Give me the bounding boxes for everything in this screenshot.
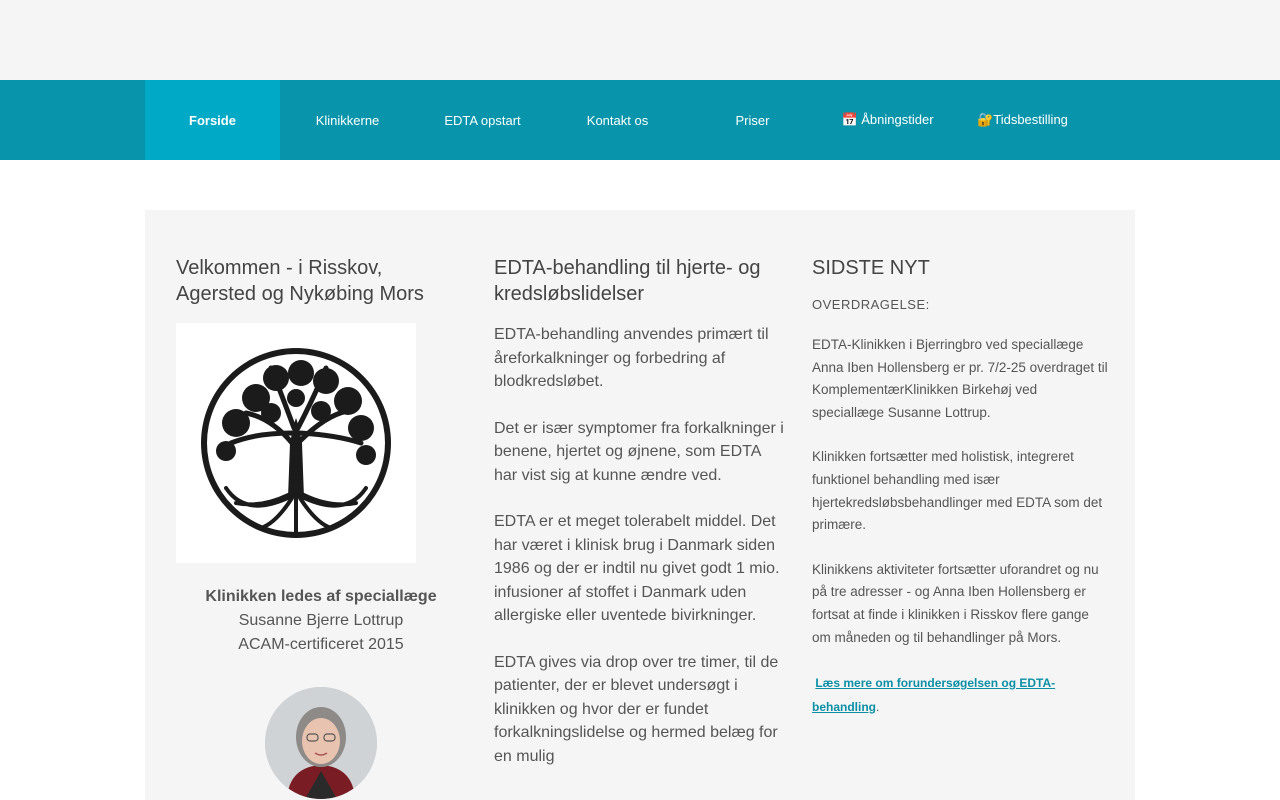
news-column xyxy=(812,255,1108,719)
clinic-lead-certificate: ACAM-certificeret 2015 xyxy=(238,636,404,653)
news-paragraph-1: EDTA-Klinikken i Bjerringbro ved speciallæge Anna Iben Hollensberg er pr. 7/2-25 overdraget til KomplementærKlinikken Birkehøj ved speciallæge Susanne Lottrup. xyxy=(812,337,1108,420)
top-bar xyxy=(0,0,1280,80)
nav-item-tidsbestilling[interactable]: 🔐Tidsbestilling xyxy=(977,112,1068,127)
main-content xyxy=(145,210,1135,800)
clinic-lead-heading: Klinikken ledes af speciallæge xyxy=(205,588,437,605)
nav-item-edta-opstart[interactable]: EDTA opstart xyxy=(444,112,521,128)
edta-column xyxy=(494,255,786,768)
clinic-lead-info xyxy=(176,585,466,657)
nav-item-priser[interactable]: Priser xyxy=(735,112,770,128)
nav-item-kontakt-os[interactable]: Kontakt os xyxy=(586,112,649,128)
read-more-punctuation: . xyxy=(876,700,880,715)
news-label: OVERDRAGELSE: xyxy=(812,297,930,312)
main-navigation xyxy=(145,80,1090,160)
read-more-link[interactable]: Læs mere om forundersøgelsen og EDTA-behandling xyxy=(812,676,1056,715)
nav-item-forside[interactable]: Forside xyxy=(145,80,280,160)
read-more-paragraph xyxy=(812,671,1108,719)
welcome-column xyxy=(176,255,466,799)
portrait-image xyxy=(265,687,377,799)
news-title: SIDSTE NYT xyxy=(812,257,930,279)
nav-item-klinikkerne[interactable]: Klinikkerne xyxy=(315,112,380,128)
doctor-portrait-avatar xyxy=(265,687,377,799)
nav-item-abningstider[interactable]: 📅 Åbningstider xyxy=(841,112,934,127)
edta-title: EDTA-behandling til hjerte- og kredsløbslidelser xyxy=(494,257,761,305)
news-paragraph-3: Klinikkens aktiviteter fortsætter uforandret og nu på tre adresser - og Anna Iben Hollensberg er fortsat at finde i klinikken i Risskov flere gange om måneden og til behandlinger på Mors. xyxy=(812,561,1099,645)
welcome-title: Velkommen - i Risskov, Agersted og Nykøbing Mors xyxy=(176,257,424,305)
edta-paragraph-3: EDTA er et meget tolerabelt middel. Det har været i klinisk brug i Danmark siden 1986 og der er indtil nu givet godt 1 mio. infusioner af stoffet i Danmark uden allergiske eller uventede bivirkninger. xyxy=(494,513,780,624)
edta-paragraph-4: EDTA gives via drop over tre timer, til de patienter, der er blevet undersøgt i klinikken og hvor der er fundet forkalkningslidelse og hermed belæg for en mulig xyxy=(494,653,779,765)
news-paragraph-2: Klinikken fortsætter med holistisk, integreret funktionel behandling med især hjertekredsløbsbehandlinger med EDTA som det primære. xyxy=(812,449,1103,533)
tree-of-life-logo xyxy=(176,323,416,563)
edta-paragraph-1: EDTA-behandling anvendes primært til åreforkalkninger og forbedring af blodkredsløbet. xyxy=(494,326,769,390)
edta-paragraph-2: Det er især symptomer fra forkalkninger i benene, hjertet og øjnene, som EDTA har vist sig at kunne ændre ved. xyxy=(494,419,784,484)
clinic-lead-name: Susanne Bjerre Lottrup xyxy=(238,612,404,629)
tree-logo-icon xyxy=(176,323,416,563)
